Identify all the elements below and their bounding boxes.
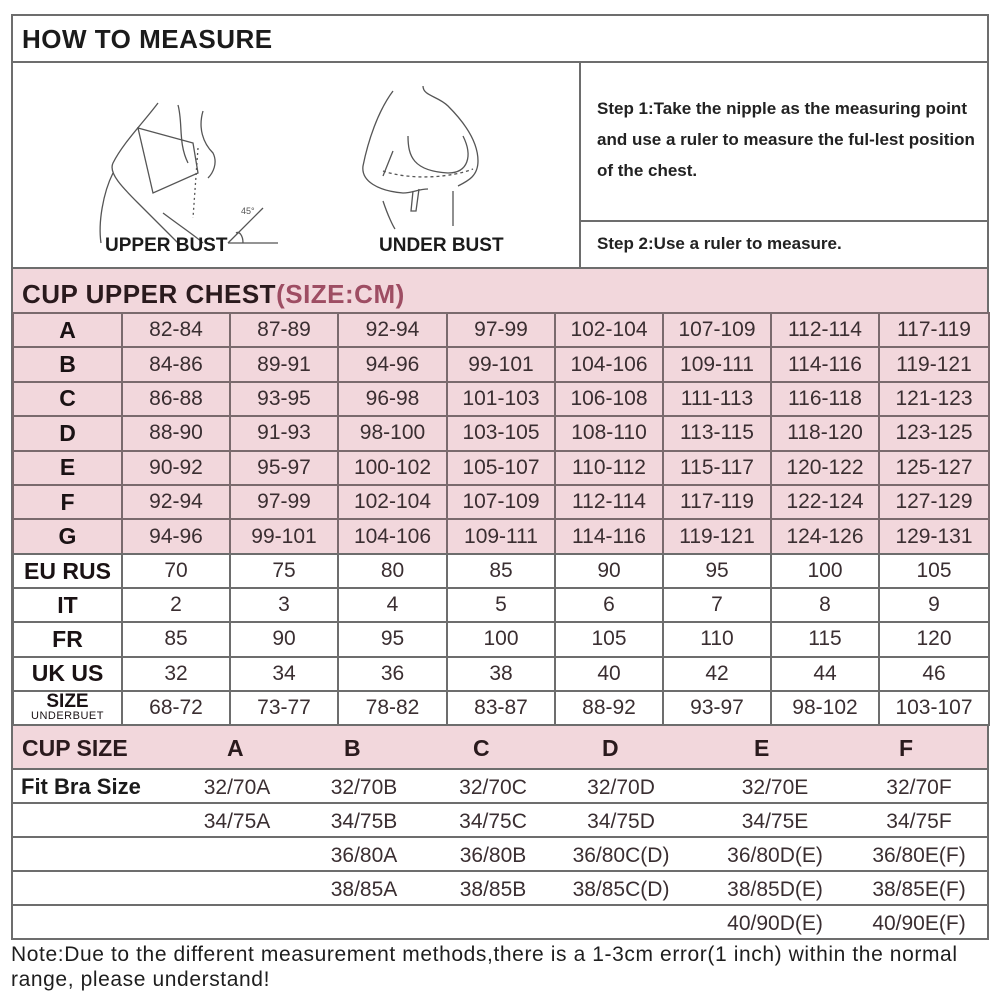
size-value-cell: 8 xyxy=(771,588,879,622)
fit-size-cell: 38/85C(D) xyxy=(572,878,670,901)
chest-range-cell: 129-131 xyxy=(879,519,989,553)
cup-label: E xyxy=(13,451,122,485)
fit-size-cell: 34/75E xyxy=(741,810,809,833)
chest-range-cell: 127-129 xyxy=(879,485,989,519)
fit-size-cell: 32/70E xyxy=(741,776,809,799)
chest-range-cell: 82-84 xyxy=(122,313,230,347)
chest-range-cell: 104-106 xyxy=(555,347,663,381)
chest-range-cell: 110-112 xyxy=(555,451,663,485)
chest-range-cell: 112-114 xyxy=(555,485,663,519)
size-value-cell: 80 xyxy=(338,554,447,588)
size-value-cell: 110 xyxy=(663,622,771,656)
fit-size-cell: 38/85D(E) xyxy=(727,878,823,901)
upper-bust-label: UPPER BUST xyxy=(105,235,228,256)
fit-size-cell: 32/70B xyxy=(330,776,398,799)
chest-range-cell: 120-122 xyxy=(771,451,879,485)
size-value-cell: 2 xyxy=(122,588,230,622)
cup-label: C xyxy=(13,382,122,416)
size-value-cell: 120 xyxy=(879,622,989,656)
fit-bra-row xyxy=(13,770,987,804)
chest-range-cell: 92-94 xyxy=(122,485,230,519)
size-value-cell: 42 xyxy=(663,657,771,691)
fit-size-cell: 34/75F xyxy=(886,810,952,833)
chest-range-cell: 119-121 xyxy=(663,519,771,553)
chest-range-cell: 115-117 xyxy=(663,451,771,485)
size-value-cell: 105 xyxy=(879,554,989,588)
cup-label: B xyxy=(13,347,122,381)
chest-range-cell: 94-96 xyxy=(122,519,230,553)
size-value-cell: 5 xyxy=(447,588,555,622)
step-1-text: Step 1:Take the nipple as the measuring point and use a ruler to measure the ful-lest position of the chest. xyxy=(597,99,975,180)
size-value-cell: 38 xyxy=(447,657,555,691)
size-value-cell: 85 xyxy=(122,622,230,656)
fit-size-cell: 32/70A xyxy=(203,776,271,799)
chest-range-cell: 95-97 xyxy=(230,451,338,485)
size-row xyxy=(13,554,989,588)
chest-range-cell: 118-120 xyxy=(771,416,879,450)
fit-size-cell: 36/80C(D) xyxy=(572,844,670,867)
size-value-cell: 105 xyxy=(555,622,663,656)
fit-size-cell: 36/80B xyxy=(459,844,527,867)
header xyxy=(13,16,987,63)
cup-row-d xyxy=(13,416,989,450)
chest-range-cell: 107-109 xyxy=(663,313,771,347)
size-value-cell: 32 xyxy=(122,657,230,691)
size-value-cell: 90 xyxy=(555,554,663,588)
chest-range-cell: 92-94 xyxy=(338,313,447,347)
chest-range-cell: 107-109 xyxy=(447,485,555,519)
cup-size-header xyxy=(13,724,987,770)
measurement-note: Note:Due to the different measurement methods,there is a 1-3cm error(1 inch) within the normal range, please understand! xyxy=(11,943,958,991)
size-value-cell: 95 xyxy=(663,554,771,588)
chest-range-cell: 104-106 xyxy=(338,519,447,553)
angle-label: 45° xyxy=(241,206,255,216)
chest-range-cell: 99-101 xyxy=(230,519,338,553)
fit-size-cell: 36/80E(F) xyxy=(872,844,966,867)
chest-range-cell: 96-98 xyxy=(338,382,447,416)
chest-range-cell: 122-124 xyxy=(771,485,879,519)
chest-range-cell: 88-90 xyxy=(122,416,230,450)
chest-range-cell: 93-95 xyxy=(230,382,338,416)
size-row xyxy=(13,588,989,622)
fit-size-cell: 34/75D xyxy=(587,810,655,833)
upper-bust-illustration-icon xyxy=(83,93,283,258)
size-label: SIZE xyxy=(46,691,89,713)
chest-range-cell: 91-93 xyxy=(230,416,338,450)
chest-range-cell: 109-111 xyxy=(447,519,555,553)
fit-size-cell: 40/90D(E) xyxy=(727,912,823,935)
chest-range-cell: 111-113 xyxy=(663,382,771,416)
cup-row-a xyxy=(13,313,989,347)
chest-range-cell: 84-86 xyxy=(122,347,230,381)
chest-range-cell: 108-110 xyxy=(555,416,663,450)
cup-row-f xyxy=(13,485,989,519)
cup-label: G xyxy=(13,519,122,553)
size-value-cell: 9 xyxy=(879,588,989,622)
fit-size-cell: 38/85E(F) xyxy=(872,878,966,901)
cup-label: A xyxy=(13,313,122,347)
chest-range-cell: 90-92 xyxy=(122,451,230,485)
under-bust-illustration-icon xyxy=(353,81,533,236)
chest-range-cell: 106-108 xyxy=(555,382,663,416)
size-unit-label: (SIZE:CM) xyxy=(276,279,405,309)
fit-size-cell: 34/75B xyxy=(330,810,398,833)
size-value-cell: 40 xyxy=(555,657,663,691)
cup-row-b xyxy=(13,347,989,381)
fit-size-cell: 40/90E(F) xyxy=(872,912,966,935)
size-value-cell: 6 xyxy=(555,588,663,622)
size-value-cell: 36 xyxy=(338,657,447,691)
chest-range-cell: 89-91 xyxy=(230,347,338,381)
size-row xyxy=(13,622,989,656)
chest-range-cell: 112-114 xyxy=(771,313,879,347)
chest-range-cell: 86-88 xyxy=(122,382,230,416)
size-system-label: IT xyxy=(13,588,122,622)
size-value-cell: 95 xyxy=(338,622,447,656)
size-value-cell: 83-87 xyxy=(447,691,555,725)
size-value-cell: 88-92 xyxy=(555,691,663,725)
chest-range-cell: 116-118 xyxy=(771,382,879,416)
fit-bra-size-label: Fit Bra Size xyxy=(21,774,141,799)
cup-row-g xyxy=(13,519,989,553)
chest-range-cell: 113-115 xyxy=(663,416,771,450)
size-value-cell: 115 xyxy=(771,622,879,656)
size-system-label: EU RUS xyxy=(13,554,122,588)
size-system-label xyxy=(13,691,122,725)
chest-range-cell: 100-102 xyxy=(338,451,447,485)
cup-col-c: C xyxy=(473,735,490,761)
cup-label: D xyxy=(13,416,122,450)
chest-range-cell: 103-105 xyxy=(447,416,555,450)
step-divider xyxy=(581,220,989,222)
size-value-cell: 100 xyxy=(771,554,879,588)
chest-range-cell: 97-99 xyxy=(447,313,555,347)
international-size-table xyxy=(12,553,990,726)
size-system-label: UK US xyxy=(13,657,122,691)
chest-range-cell: 101-103 xyxy=(447,382,555,416)
fit-size-cell: 36/80D(E) xyxy=(727,844,823,867)
size-value-cell: 75 xyxy=(230,554,338,588)
fit-bra-row xyxy=(13,906,987,940)
fit-size-cell: 34/75C xyxy=(459,810,527,833)
chest-range-cell: 87-89 xyxy=(230,313,338,347)
size-value-cell: 100 xyxy=(447,622,555,656)
cup-col-f: F xyxy=(899,735,914,761)
fit-size-cell: 36/80A xyxy=(330,844,398,867)
fit-size-cell: 34/75A xyxy=(203,810,271,833)
size-value-cell: 103-107 xyxy=(879,691,989,725)
cup-row-c xyxy=(13,382,989,416)
size-value-cell: 90 xyxy=(230,622,338,656)
chest-range-cell: 97-99 xyxy=(230,485,338,519)
size-value-cell: 7 xyxy=(663,588,771,622)
chest-range-cell: 125-127 xyxy=(879,451,989,485)
measure-steps xyxy=(579,63,987,267)
size-value-cell: 85 xyxy=(447,554,555,588)
cup-col-a: A xyxy=(227,735,244,761)
cup-col-d: D xyxy=(602,735,619,761)
chest-range-cell: 119-121 xyxy=(879,347,989,381)
fit-size-cell: 38/85A xyxy=(330,878,398,901)
chest-range-cell: 123-125 xyxy=(879,416,989,450)
fit-size-cell: 38/85B xyxy=(459,878,527,901)
cup-col-b: B xyxy=(344,735,361,761)
size-row xyxy=(13,657,989,691)
size-sublabel: UNDERBUET xyxy=(31,710,104,723)
chest-range-cell: 121-123 xyxy=(879,382,989,416)
size-chart-frame xyxy=(11,14,989,940)
measure-illustrations xyxy=(13,63,579,267)
page-title: HOW TO MEASURE xyxy=(22,24,273,54)
chest-range-cell: 114-116 xyxy=(771,347,879,381)
chest-range-cell: 102-104 xyxy=(555,313,663,347)
fit-size-cell: 32/70C xyxy=(459,776,527,799)
chest-range-cell: 117-119 xyxy=(879,313,989,347)
chest-range-cell: 117-119 xyxy=(663,485,771,519)
size-value-cell: 98-102 xyxy=(771,691,879,725)
chest-range-cell: 105-107 xyxy=(447,451,555,485)
chest-range-cell: 102-104 xyxy=(338,485,447,519)
fit-bra-row xyxy=(13,872,987,906)
cup-row-e xyxy=(13,451,989,485)
size-value-cell: 70 xyxy=(122,554,230,588)
size-value-cell: 73-77 xyxy=(230,691,338,725)
cup-size-title: CUP SIZE xyxy=(22,735,128,761)
size-value-cell: 4 xyxy=(338,588,447,622)
chest-range-cell: 124-126 xyxy=(771,519,879,553)
fit-size-cell: 32/70F xyxy=(886,776,952,799)
cup-col-e: E xyxy=(754,735,770,761)
chest-range-cell: 99-101 xyxy=(447,347,555,381)
chest-range-cell: 98-100 xyxy=(338,416,447,450)
size-system-label: FR xyxy=(13,622,122,656)
size-row xyxy=(13,691,989,725)
size-value-cell: 44 xyxy=(771,657,879,691)
cup-label: F xyxy=(13,485,122,519)
fit-bra-row xyxy=(13,804,987,838)
under-bust-label: UNDER BUST xyxy=(379,235,504,256)
size-value-cell: 3 xyxy=(230,588,338,622)
chest-range-cell: 114-116 xyxy=(555,519,663,553)
cup-upper-chest-header xyxy=(13,267,987,314)
size-value-cell: 78-82 xyxy=(338,691,447,725)
fit-bra-row xyxy=(13,838,987,872)
size-value-cell: 34 xyxy=(230,657,338,691)
cup-upper-chest-title: CUP UPPER CHEST xyxy=(22,279,277,309)
cup-upper-chest-table xyxy=(12,312,990,555)
step-2-text: Step 2:Use a ruler to measure. xyxy=(597,234,842,253)
size-value-cell: 46 xyxy=(879,657,989,691)
size-value-cell: 68-72 xyxy=(122,691,230,725)
size-value-cell: 93-97 xyxy=(663,691,771,725)
chest-range-cell: 109-111 xyxy=(663,347,771,381)
chest-range-cell: 94-96 xyxy=(338,347,447,381)
fit-size-cell: 32/70D xyxy=(587,776,655,799)
